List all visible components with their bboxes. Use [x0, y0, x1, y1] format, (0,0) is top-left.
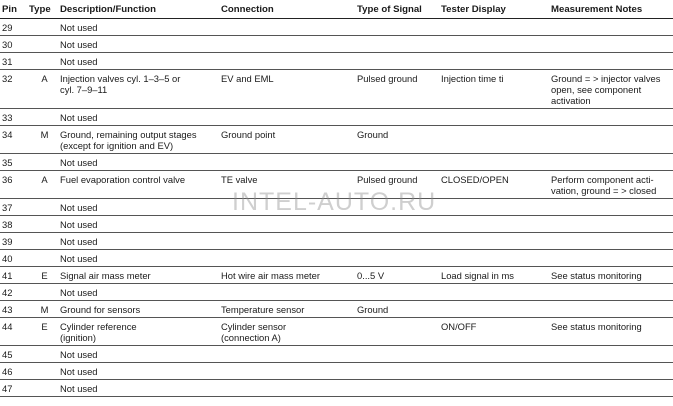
pin-cell: 36 — [0, 171, 29, 199]
signal-type-cell — [357, 284, 441, 301]
description-cell: Not used — [60, 216, 221, 233]
tester-display-cell: Load signal in ms — [441, 267, 551, 284]
description-cell: Not used — [60, 154, 221, 171]
description-cell: Not used — [60, 250, 221, 267]
description-cell: Not used — [60, 363, 221, 380]
connection-cell — [221, 284, 357, 301]
description-cell: Not used — [60, 19, 221, 36]
signal-type-cell — [357, 19, 441, 36]
table-row — [0, 233, 673, 250]
connection-cell: Cylinder sensor (connection A) — [221, 318, 357, 346]
description-cell: Cylinder reference (ignition) — [60, 318, 221, 346]
type-cell — [29, 109, 60, 126]
tester-display-cell — [441, 250, 551, 267]
connection-cell — [221, 380, 357, 397]
measurement-notes-cell — [551, 53, 673, 70]
description-cell: Not used — [60, 233, 221, 250]
pin-cell: 47 — [0, 380, 29, 397]
type-cell: A — [29, 70, 60, 109]
measurement-notes-cell: See status monitoring — [551, 318, 673, 346]
pin-cell: 42 — [0, 284, 29, 301]
header-type: Type — [29, 0, 60, 19]
signal-type-cell — [357, 346, 441, 363]
tester-display-cell — [441, 109, 551, 126]
type-cell: E — [29, 267, 60, 284]
connection-cell: TE valve — [221, 171, 357, 199]
tester-display-cell: Injection time ti — [441, 70, 551, 109]
connection-cell — [221, 346, 357, 363]
tester-display-cell — [441, 346, 551, 363]
signal-type-cell — [357, 318, 441, 346]
pin-cell: 40 — [0, 250, 29, 267]
measurement-notes-cell: Perform component acti- vation, ground = > closed — [551, 171, 673, 199]
table-row — [0, 267, 673, 284]
description-cell: Not used — [60, 36, 221, 53]
description-cell: Signal air mass meter — [60, 267, 221, 284]
tester-display-cell — [441, 36, 551, 53]
tester-display-cell — [441, 199, 551, 216]
table-row — [0, 171, 673, 199]
signal-type-cell: Pulsed ground — [357, 171, 441, 199]
connection-cell — [221, 216, 357, 233]
description-cell: Not used — [60, 284, 221, 301]
connection-cell: Hot wire air mass meter — [221, 267, 357, 284]
type-cell: M — [29, 126, 60, 154]
type-cell — [29, 363, 60, 380]
signal-type-cell — [357, 380, 441, 397]
description-cell: Injection valves cyl. 1–3–5 or cyl. 7–9–11 — [60, 70, 221, 109]
connection-cell: Ground point — [221, 126, 357, 154]
pin-cell: 38 — [0, 216, 29, 233]
type-cell — [29, 19, 60, 36]
measurement-notes-cell — [551, 216, 673, 233]
table-row — [0, 318, 673, 346]
description-cell: Ground for sensors — [60, 301, 221, 318]
measurement-notes-cell: See status monitoring — [551, 267, 673, 284]
pin-cell: 45 — [0, 346, 29, 363]
signal-type-cell: Pulsed ground — [357, 70, 441, 109]
pin-cell: 43 — [0, 301, 29, 318]
table-row — [0, 19, 673, 36]
pin-cell: 30 — [0, 36, 29, 53]
description-cell: Fuel evaporation control valve — [60, 171, 221, 199]
measurement-notes-cell — [551, 126, 673, 154]
type-cell — [29, 284, 60, 301]
table-body — [0, 19, 673, 397]
connection-cell: Temperature sensor — [221, 301, 357, 318]
type-cell: M — [29, 301, 60, 318]
type-cell — [29, 199, 60, 216]
measurement-notes-cell — [551, 363, 673, 380]
signal-type-cell — [357, 109, 441, 126]
table-row — [0, 380, 673, 397]
watermark: INTEL-AUTO.RU — [232, 188, 437, 216]
header-pin: Pin — [0, 0, 29, 19]
measurement-notes-cell — [551, 19, 673, 36]
table-header-row — [0, 0, 673, 19]
connection-cell — [221, 154, 357, 171]
tester-display-cell — [441, 233, 551, 250]
tester-display-cell: CLOSED/OPEN — [441, 171, 551, 199]
connection-cell: EV and EML — [221, 70, 357, 109]
description-cell: Not used — [60, 346, 221, 363]
measurement-notes-cell — [551, 233, 673, 250]
pin-cell: 39 — [0, 233, 29, 250]
measurement-notes-cell — [551, 250, 673, 267]
pin-cell: 34 — [0, 126, 29, 154]
header-measurement-notes: Measurement Notes — [551, 0, 673, 19]
pin-cell: 44 — [0, 318, 29, 346]
type-cell: E — [29, 318, 60, 346]
header-connection: Connection — [221, 0, 357, 19]
measurement-notes-cell — [551, 154, 673, 171]
table-row — [0, 154, 673, 171]
tester-display-cell — [441, 284, 551, 301]
tester-display-cell — [441, 380, 551, 397]
signal-type-cell: Ground — [357, 126, 441, 154]
pin-cell: 33 — [0, 109, 29, 126]
description-cell: Not used — [60, 380, 221, 397]
table-row — [0, 199, 673, 216]
signal-type-cell — [357, 53, 441, 70]
measurement-notes-cell — [551, 284, 673, 301]
tester-display-cell — [441, 154, 551, 171]
tester-display-cell — [441, 301, 551, 318]
connection-cell — [221, 109, 357, 126]
pin-cell: 29 — [0, 19, 29, 36]
description-cell: Ground, remaining output stages (except for ignition and EV) — [60, 126, 221, 154]
type-cell — [29, 36, 60, 53]
description-cell: Not used — [60, 199, 221, 216]
table-row — [0, 284, 673, 301]
pin-cell: 31 — [0, 53, 29, 70]
table-row — [0, 301, 673, 318]
connection-cell — [221, 233, 357, 250]
header-signal-type: Type of Signal — [357, 0, 441, 19]
table-row — [0, 363, 673, 380]
table-row — [0, 70, 673, 109]
signal-type-cell — [357, 250, 441, 267]
measurement-notes-cell — [551, 346, 673, 363]
tester-display-cell — [441, 19, 551, 36]
type-cell — [29, 216, 60, 233]
tester-display-cell — [441, 216, 551, 233]
connection-cell — [221, 53, 357, 70]
header-tester-display: Tester Display — [441, 0, 551, 19]
tester-display-cell — [441, 363, 551, 380]
signal-type-cell: Ground — [357, 301, 441, 318]
type-cell: A — [29, 171, 60, 199]
signal-type-cell — [357, 233, 441, 250]
signal-type-cell: 0...5 V — [357, 267, 441, 284]
type-cell — [29, 380, 60, 397]
pin-cell: 32 — [0, 70, 29, 109]
pin-cell: 35 — [0, 154, 29, 171]
signal-type-cell — [357, 199, 441, 216]
measurement-notes-cell — [551, 109, 673, 126]
table-row — [0, 216, 673, 233]
type-cell — [29, 53, 60, 70]
type-cell — [29, 154, 60, 171]
connection-cell — [221, 19, 357, 36]
connection-cell — [221, 250, 357, 267]
pin-cell: 41 — [0, 267, 29, 284]
signal-type-cell — [357, 154, 441, 171]
tester-display-cell: ON/OFF — [441, 318, 551, 346]
table-row — [0, 53, 673, 70]
description-cell: Not used — [60, 53, 221, 70]
tester-display-cell — [441, 53, 551, 70]
type-cell — [29, 233, 60, 250]
table-row — [0, 36, 673, 53]
header-description: Description/Function — [60, 0, 221, 19]
measurement-notes-cell — [551, 301, 673, 318]
table-row — [0, 250, 673, 267]
type-cell — [29, 250, 60, 267]
pin-cell: 46 — [0, 363, 29, 380]
signal-type-cell — [357, 363, 441, 380]
connection-cell — [221, 363, 357, 380]
table-row — [0, 126, 673, 154]
signal-type-cell — [357, 216, 441, 233]
measurement-notes-cell — [551, 380, 673, 397]
table-row — [0, 109, 673, 126]
measurement-notes-cell: Ground = > injector valves open, see component activation — [551, 70, 673, 109]
pin-cell: 37 — [0, 199, 29, 216]
connection-cell — [221, 199, 357, 216]
measurement-notes-cell — [551, 36, 673, 53]
type-cell — [29, 346, 60, 363]
table-row — [0, 346, 673, 363]
description-cell: Not used — [60, 109, 221, 126]
measurement-notes-cell — [551, 199, 673, 216]
connection-cell — [221, 36, 357, 53]
signal-type-cell — [357, 36, 441, 53]
tester-display-cell — [441, 126, 551, 154]
